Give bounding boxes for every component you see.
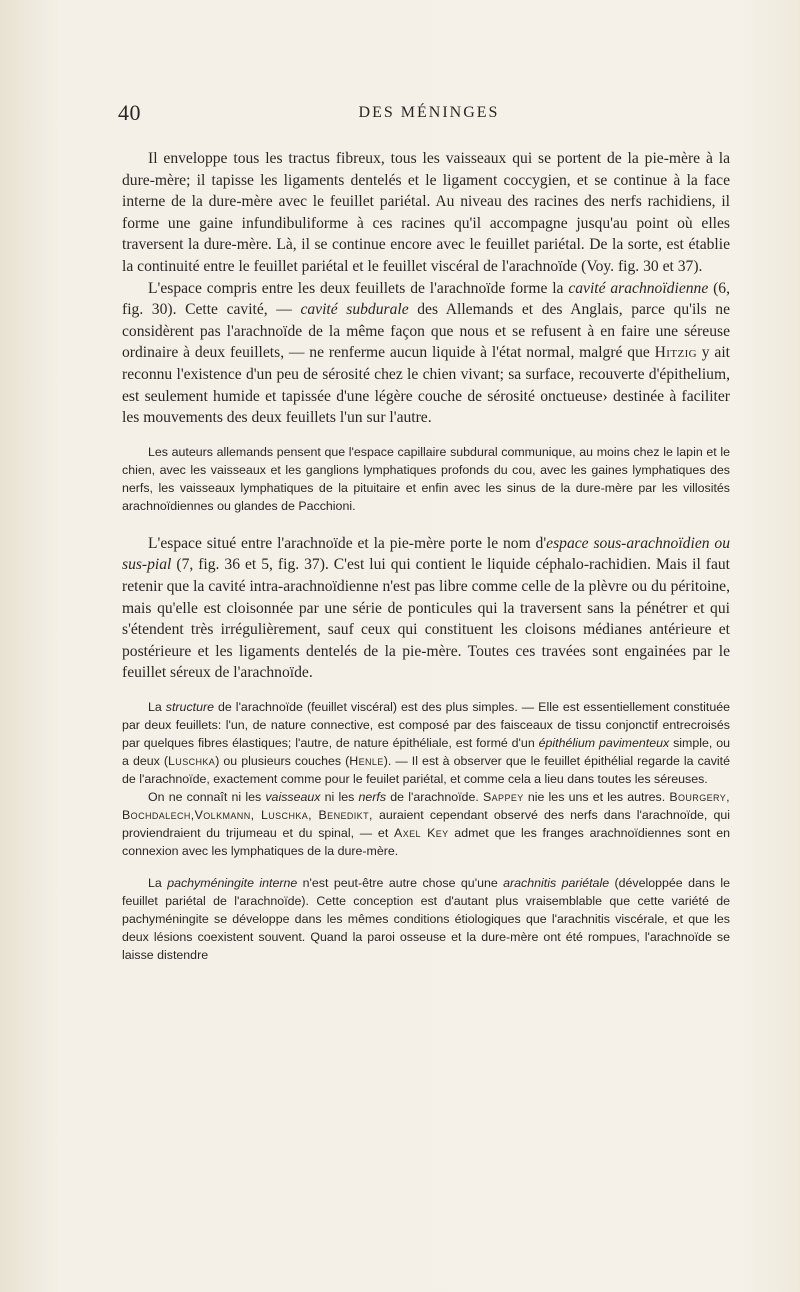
note-structure bbox=[122, 698, 730, 788]
text-span: ). — Il est à observer que le feuillet épithélial regarde la cavité de l'arachnoïde, exactement comme pour le feuilet pariétal, et comme cela a lieu dans toutes les séreuses. bbox=[122, 753, 731, 786]
text-span: ni les bbox=[320, 789, 359, 804]
term-espace-sous-arachnoidien: espace sous-arachnoïdien ou sus-pial bbox=[122, 534, 730, 574]
page-number: 40 bbox=[118, 100, 141, 125]
text-span: des Allemands et des Anglais, parce qu'ils ne considèrent pas l'arachnoïde de la même façon que nous et se refusent à en faire une séreuse ordinaire à deux feuillets, — ne renferme aucun liquide à l'état normal, malgré que bbox=[122, 301, 730, 362]
note-subdural-space: Les auteurs allemands pensent que l'espace capillaire subdural communique, au moins chez le lapin et le chien, avec les vaisseaux et les ganglions lymphatiques profonds du cou, avec les gaines lymphatiques des nerfs, les vaisseaux lymphatiques de la pituitaire et enfin avec les sinus de la dure-mère par les villosités arachnoïdiennes ou glandes de Pacchioni. bbox=[122, 444, 730, 513]
page-header bbox=[118, 100, 740, 130]
text-span: n'est peut-être autre chose qu'une bbox=[297, 875, 504, 890]
paragraph-arachnoid-cavity bbox=[122, 278, 730, 429]
author-name: Luschka bbox=[168, 753, 216, 768]
text-span: (développée dans le feuillet pariétal de l'arachnoïde). Cette conception est d'autant plus vraisemblable que cette variété de pachyméningite se développe dans les mêmes conditions étiologiques que l'arachnitis viscérale, et que les deux lésions coexistent souvent. Quand la paroi osseuse et la dure-mère ont été rompues, l'arachnoïde se laisse distendre bbox=[122, 875, 730, 962]
text-span: La bbox=[148, 875, 168, 890]
term-cavite-arachnoidienne: cavité arachnoïdienne bbox=[568, 279, 709, 297]
author-name: Axel Key bbox=[394, 825, 449, 840]
text-span: L'espace compris entre les deux feuillets de l'arachnoïde forme la bbox=[148, 279, 569, 297]
term-cavite-subdurale: cavité subdurale bbox=[300, 301, 409, 319]
text-span: La bbox=[148, 699, 166, 714]
term-nerfs: nerfs bbox=[358, 789, 387, 804]
text-span: ) ou plusieurs couches ( bbox=[215, 753, 350, 768]
text-span: (6, fig. 30). Cette cavité, — bbox=[122, 279, 730, 319]
note-vessels-nerves bbox=[122, 788, 730, 860]
term-arachnitis-parietale: arachnitis pariétale bbox=[503, 875, 610, 890]
text-span: admet que les franges arachnoïdiennes sont en connexion avec les lymphatiques de la dure-mère. bbox=[122, 825, 730, 858]
text-span: On ne connaît ni les bbox=[148, 789, 266, 804]
text-span: L'espace situé entre l'arachnoïde et la pie-mère porte le nom d' bbox=[148, 534, 547, 552]
page-body bbox=[122, 148, 730, 964]
term-structure: structure bbox=[165, 699, 214, 714]
text-span: auraient cependant observé des nerfs dans l'arachnoïde, qui proviendraient du trijumeau et du spinal, — et bbox=[122, 807, 730, 840]
term-pachymeningite-interne: pachyméningite interne bbox=[167, 875, 298, 890]
term-vaisseaux: vaisseaux bbox=[265, 789, 321, 804]
text-span: nie les uns et les autres. bbox=[523, 789, 670, 804]
author-name: Sappey bbox=[482, 789, 524, 804]
text-span: y ait reconnu l'existence d'un peu de sérosité chez le chien vivant; sa surface, recouverte d'épithelium, est seulement humide et tapissée d'une légère couche de sérosité onctueuse› destinée à faciliter les mouvements des deux feuillets l'un sur l'autre. bbox=[122, 344, 730, 427]
text-span: de l'arachnoïde. bbox=[386, 789, 483, 804]
paragraph-subarachnoid-space bbox=[122, 533, 730, 684]
text-span: (7, fig. 36 et 5, fig. 37). C'est lui qui contient le liquide céphalo-rachidien. Mais il faut retenir que la cavité intra-arachnoïdienne n'est pas libre comme celle de la plèvre ou du péritoine, mais qu'elle est cloisonnée par une série de ponticules qui la traversent sans la pénétrer et qui s'étendent très irrégulièrement, sauf ceux qui constituent les cloisons médianes antérieure et postérieure et les ligaments dentelés de la pie-mère. Toutes ces travées sont engainées par le feuillet séreux de l'arachnoïde. bbox=[122, 556, 730, 682]
note-pachymeningitis bbox=[122, 874, 730, 964]
term-epithelium: épithélium pavimenteux bbox=[538, 735, 670, 750]
author-names: Bourgery, Bochdalech,Volkmann, Luschka, Benedikt, bbox=[122, 789, 730, 822]
author-name: Henle bbox=[349, 753, 384, 768]
paragraph-arachnoid-envelope: Il enveloppe tous les tractus fibreux, tous les vaisseaux qui se portent de la pie-mère à la dure-mère; il tapisse les ligaments dentelés et le ligament coccygien, et se continue à la face interne de la dure-mère avec le feuillet pariétal. Au niveau des racines des nerfs rachidiens, il forme une gaine infundibuliforme à ces racines qu'il accompagne jusqu'au point où elles traversent la dure-mère. Là, il se continue encore avec le feuillet pariétal. De la sorte, est établie la continuité entre le feuillet pariétal et le feuillet viscéral de l'arachnoïde (Voy. fig. 30 et 37). bbox=[122, 150, 730, 275]
running-title: DES MÉNINGES bbox=[358, 104, 500, 121]
text-span: de l'arachnoïde (feuillet viscéral) est des plus simples. — Elle est essentiellement constituée par deux feuillets: l'un, de nature connective, est composé par des faisceaux de tissu conjonctif entrecroisés par quelques fibres élastiques; l'autre, de nature épithéliale, est formé d'un bbox=[122, 699, 730, 750]
text-span: simple, ou a deux ( bbox=[122, 735, 730, 768]
author-name: Hitzig bbox=[654, 344, 697, 362]
